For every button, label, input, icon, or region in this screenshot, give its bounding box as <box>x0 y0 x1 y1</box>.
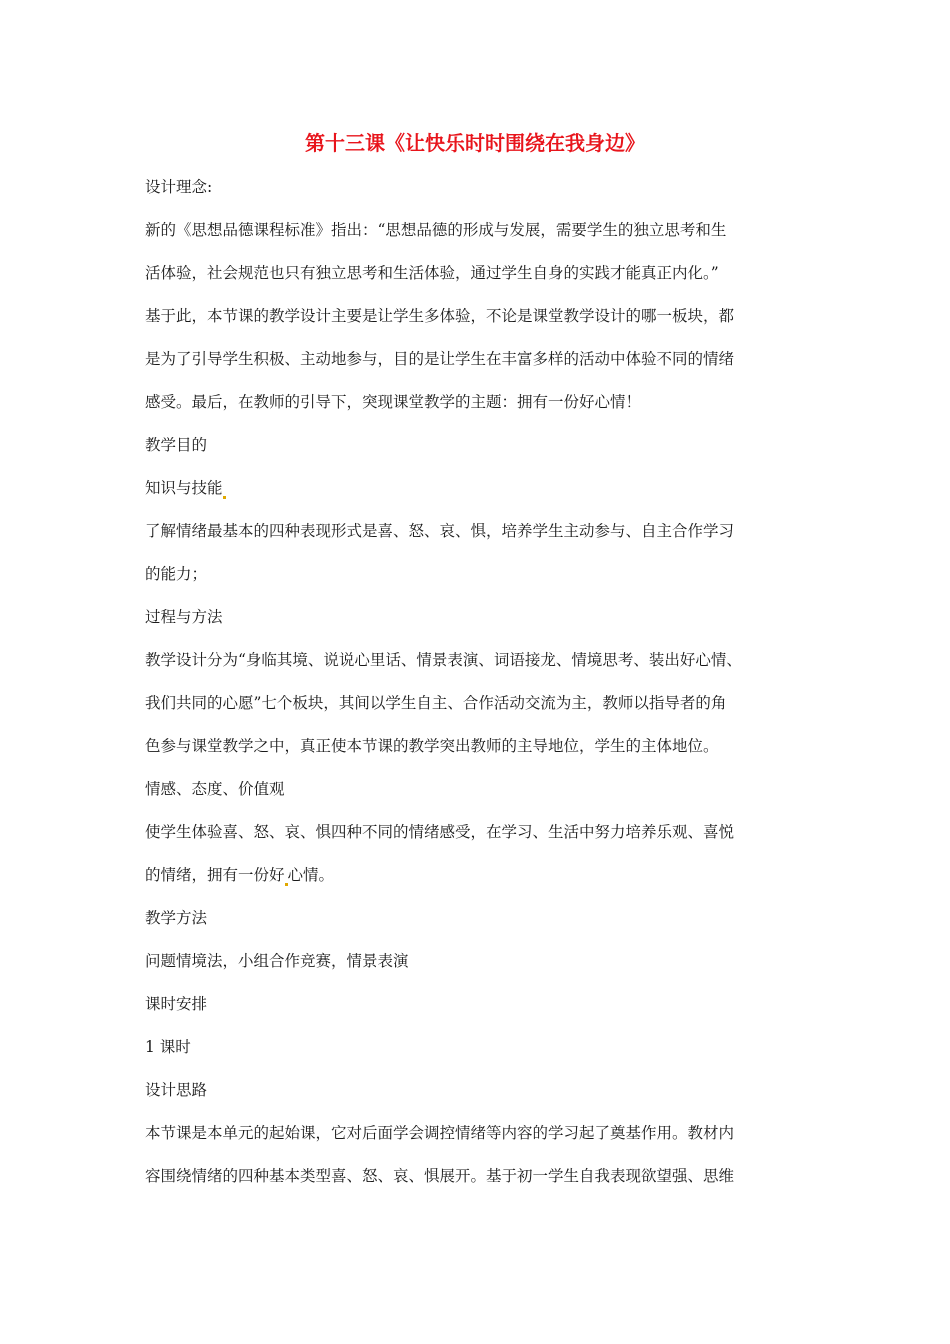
document-body <box>145 170 810 1202</box>
paragraph-line: 色参与课堂教学之中，真正使本节课的教学突出教师的主导地位，学生的主体地位。 <box>145 737 719 755</box>
document-title: 第十三课《让快乐时时围绕在我身边》 <box>305 131 645 155</box>
heading-process-methods: 过程与方法 <box>145 608 223 626</box>
paragraph-line: 使学生体验喜、怒、哀、惧四种不同的情绪感受，在学习、生活中努力培养乐观、喜悦 <box>145 823 735 841</box>
paragraph-line: 1 课时 <box>145 1038 191 1056</box>
margin-mark <box>223 496 226 499</box>
heading-knowledge-skills-text: 知识与技能 <box>145 479 223 497</box>
paragraph-line: 教学设计分为“身临其境、说说心里话、情景表演、词语接龙、情境思考、装出好心情、 <box>145 651 742 669</box>
heading-emotion-attitude-values: 情感、态度、价值观 <box>145 780 285 798</box>
paragraph-line: 基于此，本节课的教学设计主要是让学生多体验，不论是课堂教学设计的哪一板块，都 <box>145 307 735 325</box>
paragraph-line: 我们共同的心愿”七个板块，其间以学生自主、合作活动交流为主，教师以指导者的角 <box>145 694 727 712</box>
paragraph-line-part: 心情。 <box>287 866 335 884</box>
paragraph-line <box>145 858 810 901</box>
paragraph-line: 是为了引导学生积极、主动地参与，目的是让学生在丰富多样的活动中体验不同的情绪 <box>145 350 735 368</box>
paragraph-line: 感受。最后，在教师的引导下，突现课堂教学的主题：拥有一份好心情！ <box>145 393 642 411</box>
paragraph-line-part: 的情绪，拥有一份好 <box>145 866 285 884</box>
heading-design-concept: 设计理念: <box>145 178 213 196</box>
heading-knowledge-skills <box>145 471 810 514</box>
heading-teaching-objectives: 教学目的 <box>145 436 208 454</box>
paragraph-line: 了解情绪最基本的四种表现形式是喜、怒、哀、惧，培养学生主动参与、自主合作学习 <box>145 522 735 540</box>
heading-design-approach: 设计思路 <box>145 1081 208 1099</box>
paragraph-line: 的能力； <box>145 565 208 583</box>
paragraph-line: 活体验，社会规范也只有独立思考和生活体验，通过学生自身的实践才能真正内化。” <box>145 264 719 282</box>
heading-class-schedule: 课时安排 <box>145 995 208 1013</box>
paragraph-line: 容围绕情绪的四种基本类型喜、怒、哀、惧展开。基于初一学生自我表现欲望强、思维 <box>145 1167 735 1185</box>
paragraph-line: 问题情境法，小组合作竞赛，情景表演 <box>145 952 409 970</box>
paragraph-line: 本节课是本单元的起始课，它对后面学会调控情绪等内容的学习起了奠基作用。教材内 <box>145 1124 735 1142</box>
paragraph-line: 新的《思想品德课程标准》指出：“思想品德的形成与发展，需要学生的独立思考和生 <box>145 221 727 239</box>
heading-teaching-methods: 教学方法 <box>145 909 208 927</box>
